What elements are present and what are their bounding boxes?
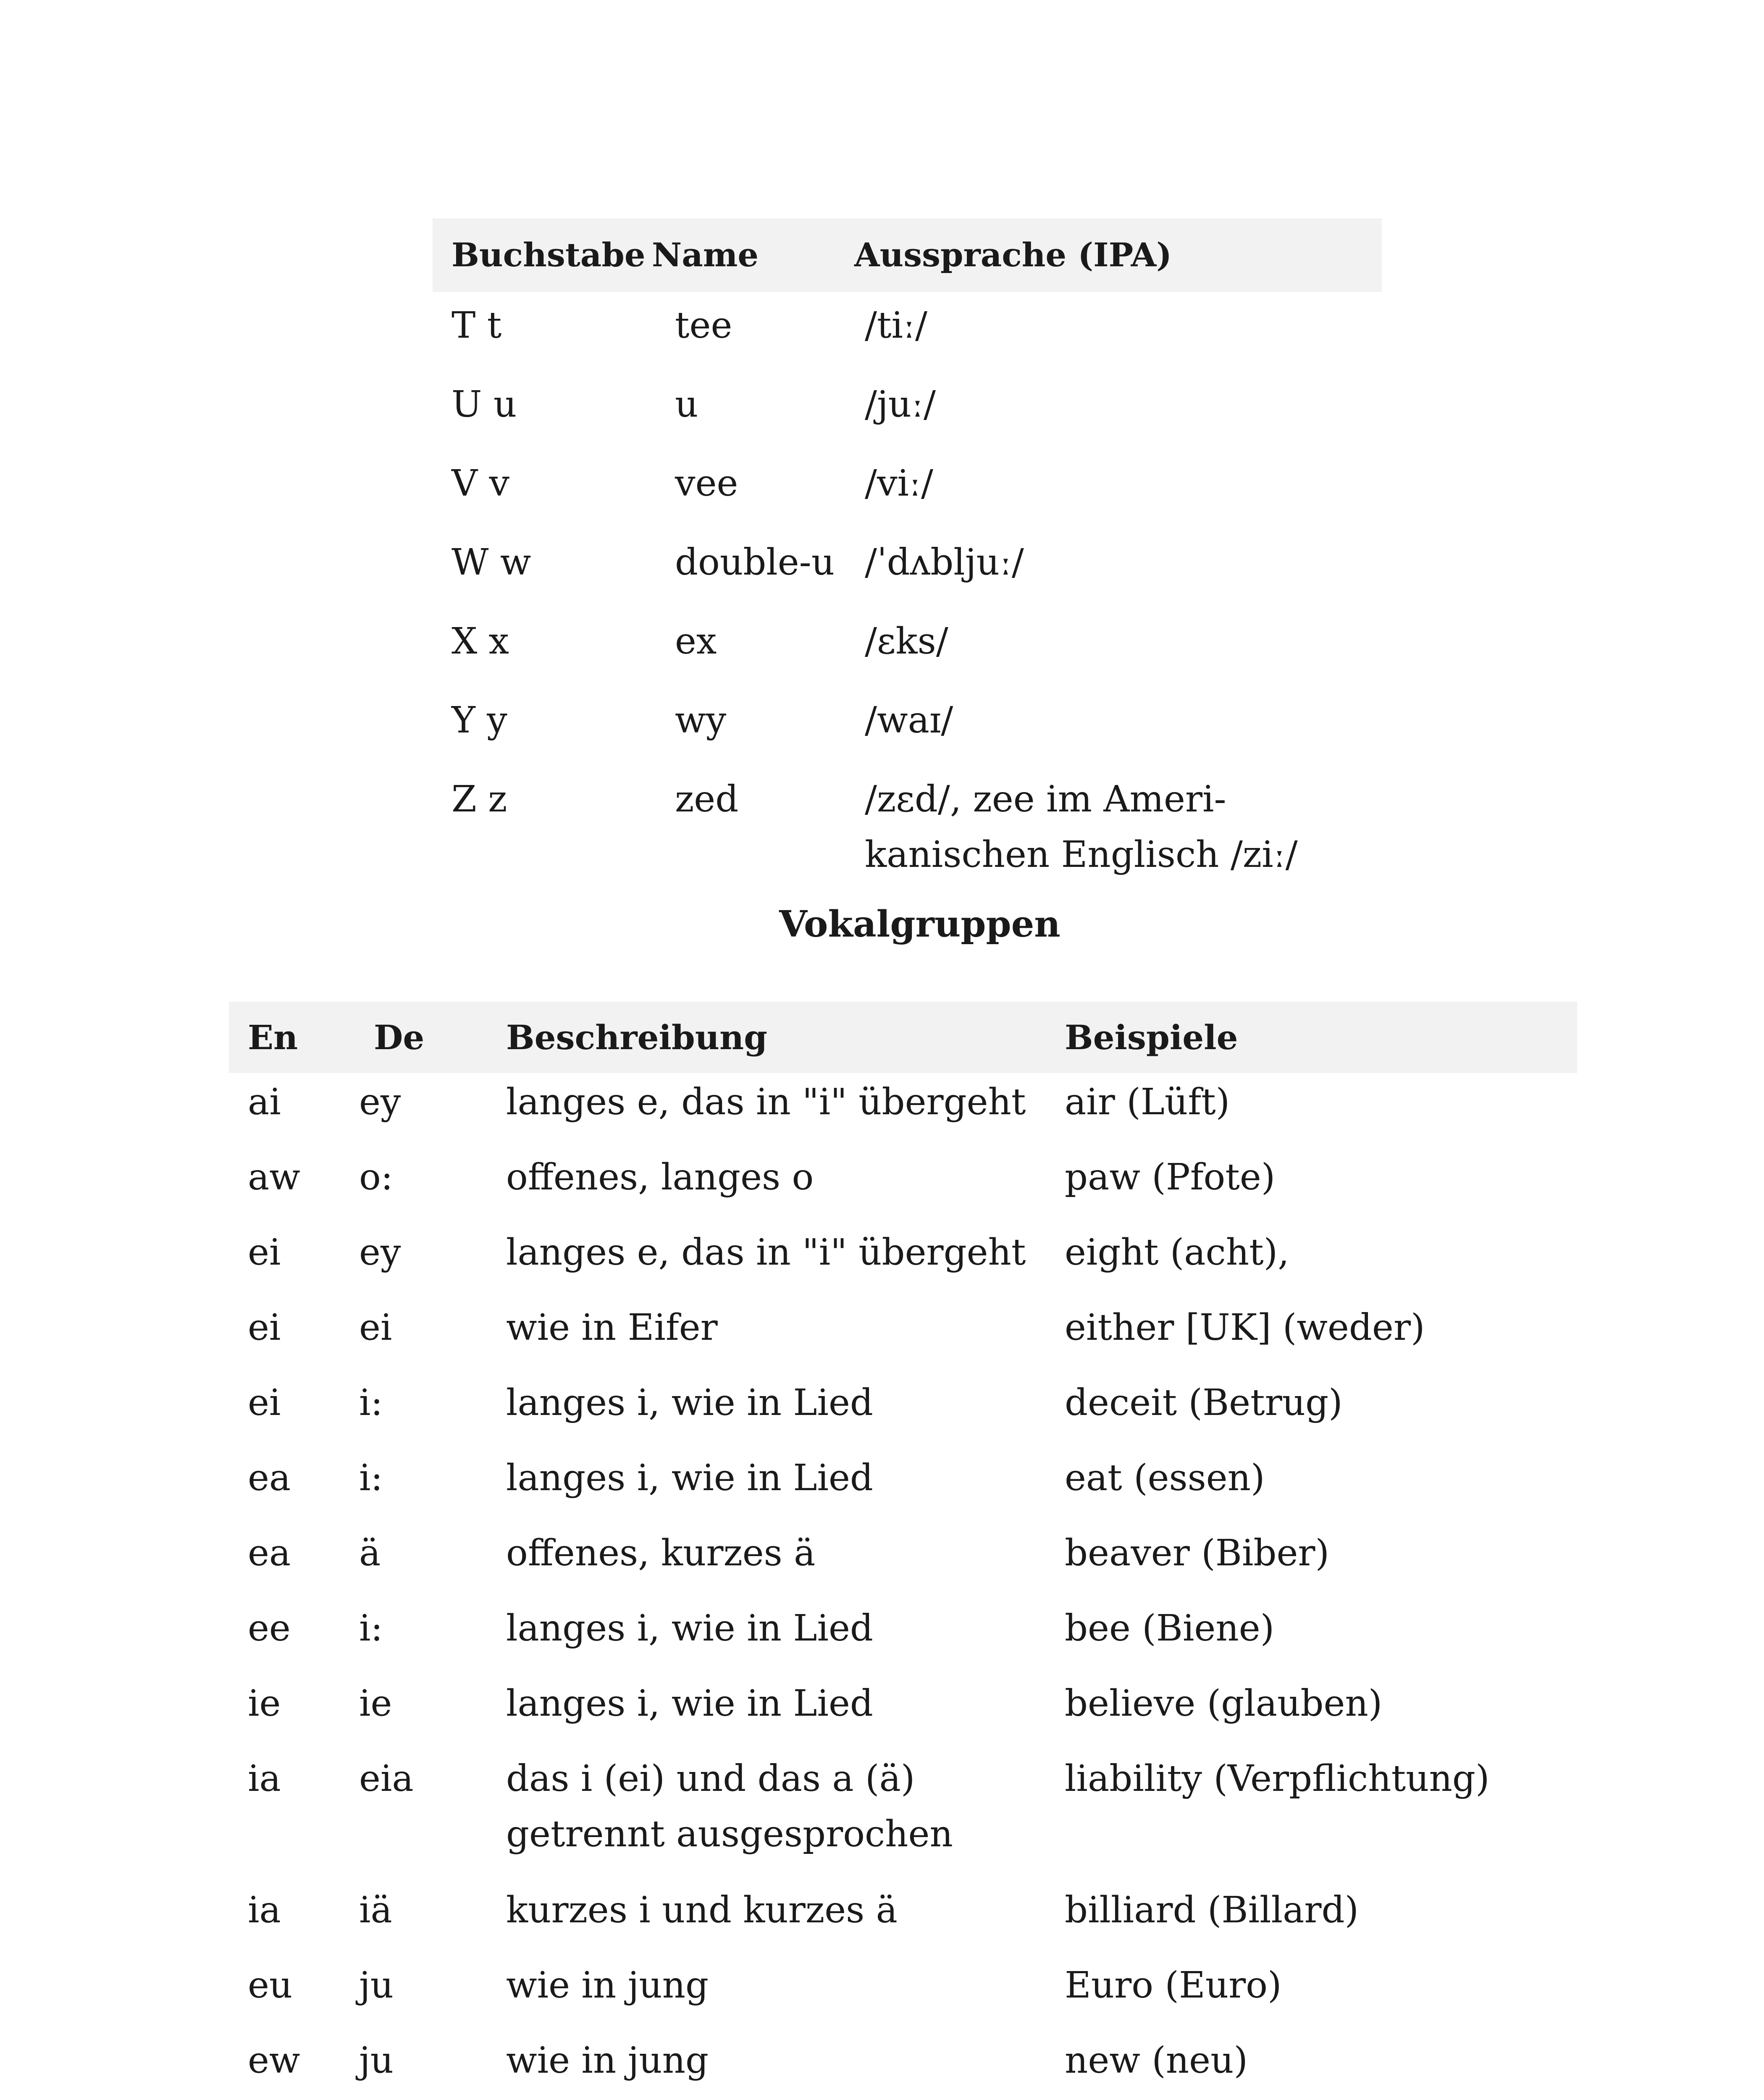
letter-cell: U u (452, 383, 517, 425)
example-cell: believe (glauben) (1065, 1683, 1383, 1725)
header-de: De (374, 1018, 425, 1057)
vowel-groups-table (229, 1002, 1577, 2100)
example-cell: either [UK] (weder) (1065, 1307, 1425, 1349)
de-cell: ey (359, 1081, 401, 1123)
ipa-cell: /waɪ/ (865, 699, 953, 741)
en-cell: ia (248, 1889, 281, 1931)
ipa-cell: /tiː/ (865, 304, 927, 346)
description-cell: das i (ei) und das a (ä) getrennt ausgesprochen (506, 1758, 953, 1855)
table-row (229, 1073, 1577, 1148)
example-cell: air (Lüft) (1065, 1081, 1230, 1123)
en-cell: ai (248, 1081, 281, 1123)
example-cell: eight (acht), (1065, 1231, 1289, 1273)
table-row (229, 1223, 1577, 1299)
de-cell: ie (359, 1683, 392, 1725)
table-row (433, 612, 1382, 691)
table-row (229, 1524, 1577, 1599)
table-row (229, 1148, 1577, 1223)
table-row (433, 375, 1382, 454)
section-title-text: Vokalgruppen (779, 903, 1060, 945)
description-cell: langes i, wie in Lied (506, 1607, 873, 1649)
de-cell: eia (359, 1758, 414, 1800)
header-beispiele: Beispiele (1065, 1018, 1238, 1057)
de-cell: o: (359, 1156, 393, 1198)
header-buchstabe: Buchstabe (452, 236, 646, 274)
letter-cell: Z z (452, 778, 507, 820)
en-cell: ie (248, 1683, 281, 1725)
en-cell: ea (248, 1532, 291, 1574)
letter-cell: V v (452, 462, 510, 504)
en-cell: ew (248, 2040, 300, 2082)
vowel-table-header (229, 1002, 1577, 1073)
description-cell: offenes, kurzes ä (506, 1532, 816, 1574)
description-cell: wie in jung (506, 2040, 709, 2082)
example-cell: Euro (Euro) (1065, 1964, 1282, 2006)
ipa-cell: /ˈdʌbljuː/ (865, 541, 1024, 583)
ipa-cell: /ɛks/ (865, 620, 948, 662)
de-cell: i: (359, 1457, 383, 1499)
en-cell: ea (248, 1457, 291, 1499)
name-cell: u (675, 383, 698, 425)
de-cell: ä (359, 1532, 381, 1574)
table-row (433, 533, 1382, 612)
en-cell: aw (248, 1156, 300, 1198)
alphabet-table-header (433, 218, 1382, 292)
name-cell: vee (675, 462, 738, 504)
table-row (229, 1956, 1577, 2032)
alphabet-table (433, 218, 1382, 882)
de-cell: iä (359, 1889, 392, 1931)
en-cell: ei (248, 1307, 281, 1349)
description-cell: langes i, wie in Lied (506, 1382, 873, 1424)
de-cell: i: (359, 1607, 383, 1649)
de-cell: ei (359, 1307, 392, 1349)
name-cell: ex (675, 620, 717, 662)
name-cell: zed (675, 778, 739, 820)
ipa-cell: /viː/ (865, 462, 934, 504)
letter-cell: T t (452, 304, 502, 346)
table-row (229, 1449, 1577, 1524)
en-cell: ei (248, 1382, 281, 1424)
description-cell: langes e, das in "i" übergeht (506, 1081, 1026, 1123)
description-cell: langes i, wie in Lied (506, 1457, 873, 1499)
table-row (229, 2032, 1577, 2100)
description-cell: kurzes i und kurzes ä (506, 1889, 898, 1931)
de-cell: ey (359, 1231, 401, 1273)
de-cell: ju (359, 2040, 394, 2082)
example-cell: eat (essen) (1065, 1457, 1265, 1499)
table-row (433, 691, 1382, 770)
example-cell: deceit (Betrug) (1065, 1382, 1343, 1424)
table-row (229, 1675, 1577, 1750)
example-cell: liability (Verpflichtung) (1065, 1758, 1490, 1800)
en-cell: ei (248, 1231, 281, 1273)
letter-cell: X x (452, 620, 509, 662)
letter-cell: W w (452, 541, 531, 583)
example-cell: new (neu) (1065, 2040, 1248, 2082)
description-cell: langes e, das in "i" übergeht (506, 1231, 1026, 1273)
example-cell: billiard (Billard) (1065, 1889, 1359, 1931)
name-cell: double-u (675, 541, 835, 583)
section-title (0, 903, 1764, 945)
description-cell: wie in Eifer (506, 1307, 718, 1349)
en-cell: ia (248, 1758, 281, 1800)
table-row (229, 1299, 1577, 1374)
description-cell: offenes, langes o (506, 1156, 814, 1198)
example-cell: bee (Biene) (1065, 1607, 1275, 1649)
letter-cell: Y y (452, 699, 507, 741)
table-row (229, 1750, 1577, 1881)
header-name: Name (652, 236, 759, 274)
table-row (229, 1374, 1577, 1449)
en-cell: eu (248, 1964, 293, 2006)
de-cell: ju (359, 1964, 394, 2006)
ipa-cell: /juː/ (865, 383, 936, 425)
table-row (433, 770, 1382, 882)
header-aussprache: Aussprache (IPA) (854, 236, 1172, 274)
de-cell: i: (359, 1382, 383, 1424)
name-cell: tee (675, 304, 732, 346)
en-cell: ee (248, 1607, 291, 1649)
table-row (433, 454, 1382, 533)
table-row (229, 1881, 1577, 1956)
example-cell: paw (Pfote) (1065, 1156, 1276, 1198)
header-beschreibung: Beschreibung (506, 1018, 768, 1057)
ipa-cell: /zɛd/, zee im Ameri-kanischen Englisch /ziː/ (865, 778, 1298, 876)
table-row (229, 1599, 1577, 1675)
table-row (433, 296, 1382, 375)
name-cell: wy (675, 699, 727, 741)
header-en: En (248, 1018, 298, 1057)
description-cell: wie in jung (506, 1964, 709, 2006)
example-cell: beaver (Biber) (1065, 1532, 1330, 1574)
description-cell: langes i, wie in Lied (506, 1683, 873, 1725)
